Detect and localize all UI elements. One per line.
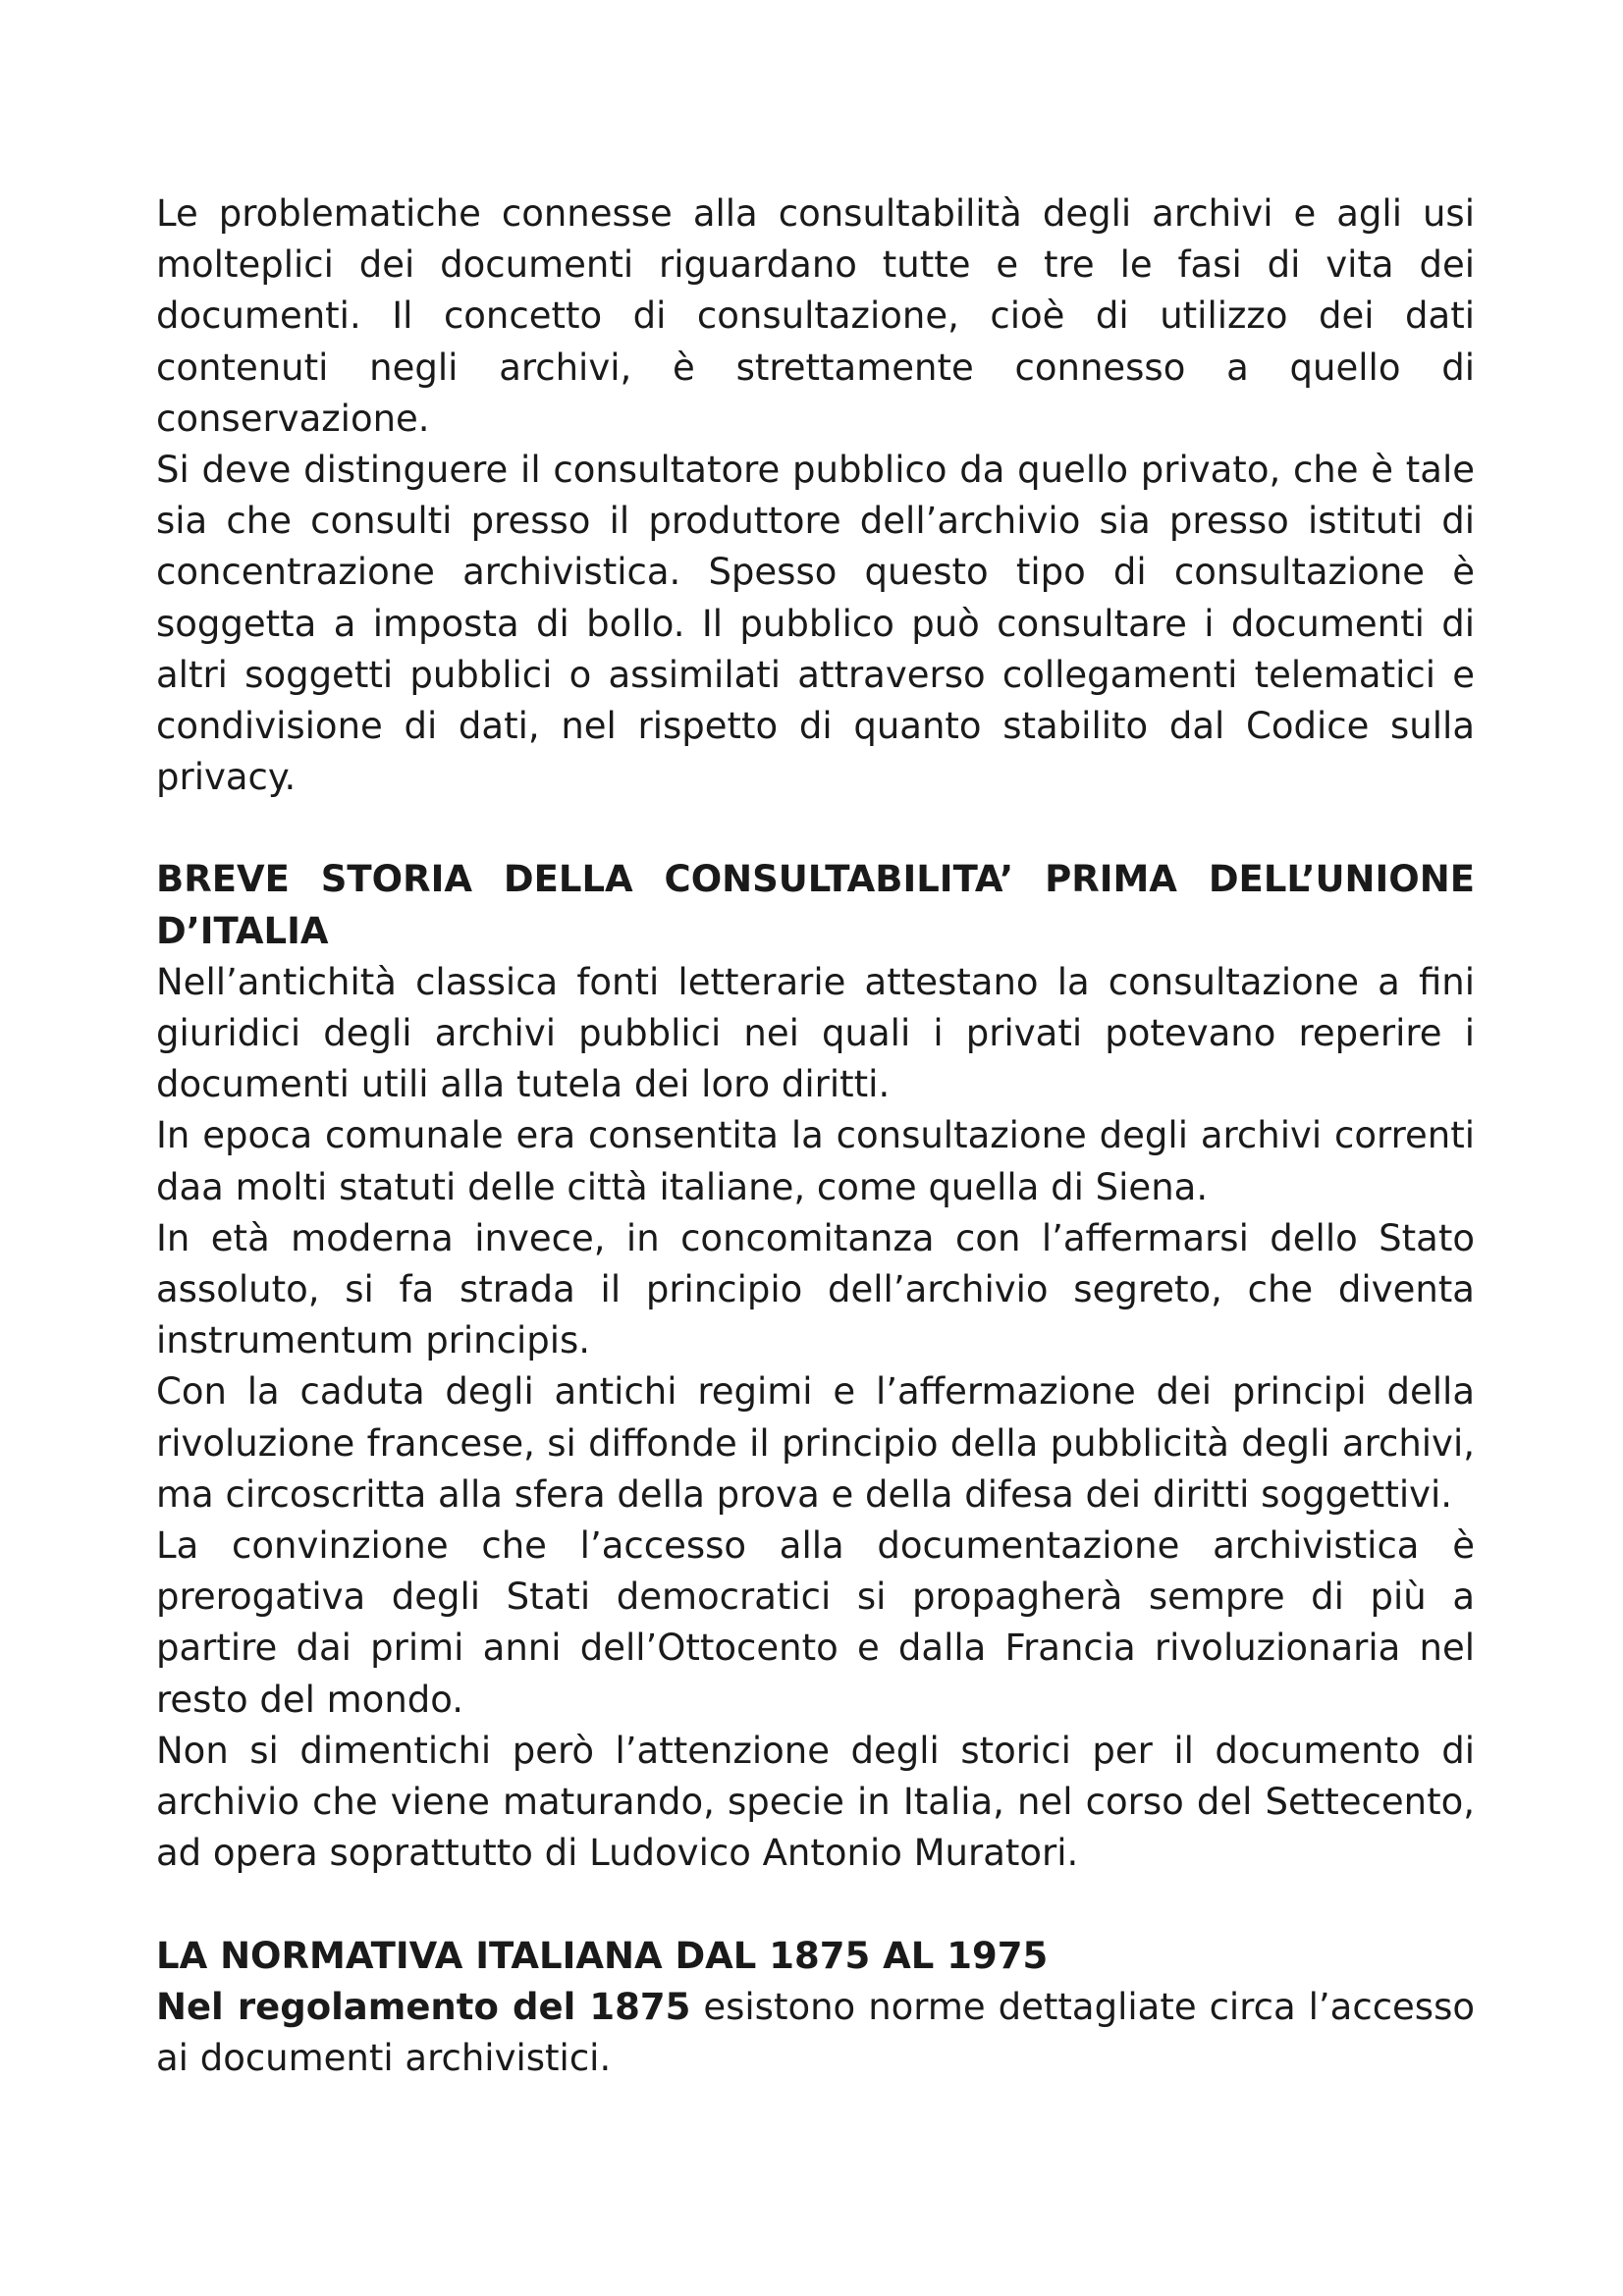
spacer: [156, 803, 1475, 854]
normativa-paragraph: [156, 1982, 1475, 2084]
history-paragraph-4: Con la caduta degli antichi regimi e l’affermazione dei principi della rivoluzione francese, si diffonde il principio della pubblicità degli archivi, ma circoscritta alla sfera della prova e della difesa dei diritti soggettivi.: [156, 1370, 1475, 1516]
spacer: [156, 1880, 1475, 1931]
normativa-lead-text: esistono norme dettagliate circa l’accesso ai documenti archivistici.: [156, 1985, 1475, 2079]
history-paragraph-2: In epoca comunale era consentita la consultazione degli archivi correnti daa molti statuti delle città italiane, come quella di Siena.: [156, 1114, 1475, 1208]
normativa-heading: LA NORMATIVA ITALIANA DAL 1875 AL 1975: [156, 1934, 1049, 1977]
intro-paragraph-2: Si deve distinguere il consultatore pubblico da quello privato, che è tale sia che consulti presso il produttore dell’archivio sia presso istituti di concentrazione archivistica. Spesso questo tipo di consultazione è soggetta a imposta di bollo. Il pubblico può consultare i documenti di altri soggetti pubblici o assimilati attraverso collegamenti telematici e condivisione di dati, nel rispetto di quanto stabilito dal Codice sulla privacy.: [156, 449, 1475, 799]
history-paragraph-6: Non si dimentichi però l’attenzione degli storici per il documento di archivio che viene maturando, specie in Italia, nel corso del Settecento, ad opera soprattutto di Ludovico Antonio Muratori.: [156, 1729, 1475, 1875]
history-paragraph-1: Nell’antichità classica fonti letterarie attestano la consultazione a fini giuridici degli archivi pubblici nei quali i privati potevano reperire i documenti utili alla tutela dei loro diritti.: [156, 960, 1475, 1106]
normativa-lead-bold: Nel regolamento del 1875: [156, 1985, 691, 2028]
intro-paragraph-1: Le problematiche connesse alla consultabilità degli archivi e agli usi molteplici dei documenti riguardano tutte e tre le fasi di vita dei documenti. Il concetto di consultazione, cioè di utilizzo dei dati contenuti negli archivi, è strettamente connesso a quello di conservazione.: [156, 192, 1475, 440]
history-paragraph-3: In età moderna invece, in concomitanza con l’affermarsi dello Stato assoluto, si fa strada il principio dell’archivio segreto, che diventa instrumentum principis.: [156, 1216, 1475, 1362]
history-heading: BREVE STORIA DELLA CONSULTABILITA’ PRIMA DELL’UNIONE D’ITALIA: [156, 858, 1475, 952]
history-paragraph-5: La convinzione che l’accesso alla documentazione archivistica è prerogativa degli Stati democratici si propagherà sempre di più a partire dai primi anni dell’Ottocento e dalla Francia rivoluzionaria nel resto del mondo.: [156, 1524, 1475, 1721]
document-page: [156, 188, 1475, 2084]
